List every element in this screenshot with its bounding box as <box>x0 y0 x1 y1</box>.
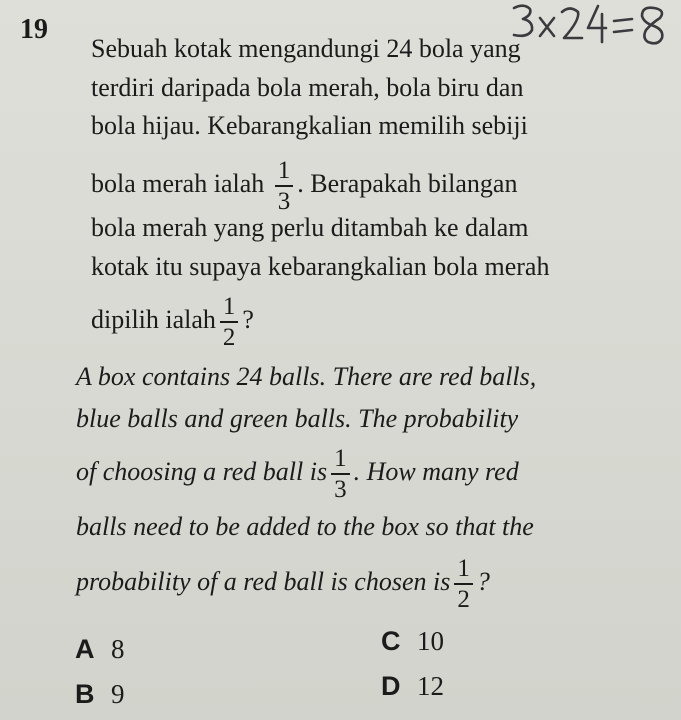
fraction-denominator: 3 <box>277 188 291 215</box>
option-value: 12 <box>417 671 444 701</box>
english-line-3-text-start: of choosing a red ball is <box>76 456 328 486</box>
option-value: 8 <box>111 634 125 664</box>
option-value: 9 <box>111 679 125 709</box>
fraction-numerator: 1 <box>454 556 473 585</box>
malay-line-4-text-end: . Berapakah bilangan <box>297 168 518 198</box>
fraction-numerator: 1 <box>331 446 350 475</box>
fraction-denominator: 2 <box>457 586 470 613</box>
malay-line-7-text-start: dipilih ialah <box>91 304 216 334</box>
english-line-5 <box>76 556 490 612</box>
english-line-4: balls need to be added to the box so that the <box>76 512 534 541</box>
option-b[interactable] <box>75 681 125 708</box>
english-line-2: blue balls and green balls. The probability <box>76 404 519 433</box>
option-letter: C <box>381 626 401 656</box>
malay-line-2: terdiri daripada bola merah, bola biru dan <box>91 73 524 102</box>
fraction-numerator: 1 <box>275 158 294 187</box>
option-c[interactable] <box>381 628 444 655</box>
handwritten-note <box>508 0 668 48</box>
question-number: 19 <box>20 14 48 45</box>
option-d[interactable] <box>381 673 444 700</box>
option-letter: A <box>75 634 95 664</box>
malay-line-7-text-end: ? <box>242 304 254 334</box>
malay-line-4-text-start: bola merah ialah <box>91 168 265 198</box>
fraction-denominator: 2 <box>222 324 236 351</box>
option-a[interactable] <box>75 636 125 663</box>
fraction-one-third <box>331 446 350 502</box>
option-letter: D <box>381 671 401 701</box>
fraction-numerator: 1 <box>220 294 239 323</box>
english-line-3 <box>76 446 519 502</box>
fraction-one-half <box>220 294 239 350</box>
fraction-denominator: 3 <box>334 476 347 503</box>
option-letter: B <box>75 679 95 709</box>
malay-line-4 <box>91 158 517 214</box>
english-line-5-text-end: ? <box>476 566 490 596</box>
fraction-one-half <box>454 556 473 612</box>
malay-line-7 <box>91 294 254 350</box>
malay-line-5: bola merah yang perlu ditambah ke dalam <box>91 213 529 242</box>
malay-line-6: kotak itu supaya kebarangkalian bola merah <box>91 252 550 281</box>
malay-line-3: bola hijau. Kebarangkalian memilih sebiji <box>91 111 528 140</box>
fraction-one-third <box>275 158 294 214</box>
malay-line-1: Sebuah kotak mengandungi 24 bola yang <box>91 34 521 63</box>
english-line-3-text-end: . How many red <box>353 456 519 486</box>
english-line-1: A box contains 24 balls. There are red balls, <box>76 362 537 391</box>
english-line-5-text-start: probability of a red ball is chosen is <box>76 566 451 596</box>
option-value: 10 <box>417 626 444 656</box>
